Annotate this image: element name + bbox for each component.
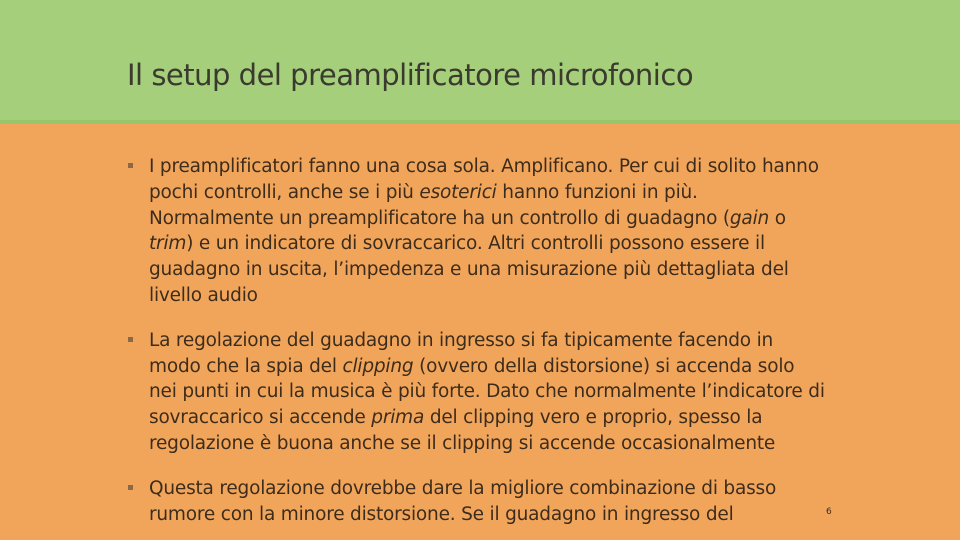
bullet-item <box>127 154 827 309</box>
page-number: 6 <box>826 507 832 517</box>
bullet-text-segment: ) e un indicatore di sovraccarico. Altri controlli possono essere il guadagno in uscita, l’impedenza e una misurazione più dettagliata del livello audio <box>149 233 789 306</box>
bullet-text-segment: del clipping vero e proprio, spesso la regolazione è buona anche se il clipping si accende occasionalmente <box>149 407 776 454</box>
bullet-text <box>149 330 825 454</box>
bullet-item <box>127 476 827 528</box>
bullet-list <box>127 154 827 546</box>
bullet-text-segment: o <box>769 207 786 229</box>
bullet-text <box>149 478 776 525</box>
bullet-text-segment: (ovvero della distorsione) si accenda solo nei punti in cui la musica è più forte. Dato che normalmente l’indicatore di sovraccarico si accende <box>149 355 825 429</box>
bullet-text-italic-segment: esoterici <box>419 181 497 203</box>
bullet-text-segment: hanno funzioni in più. Normalmente un preamplificatore ha un controllo di guadagno ( <box>149 181 730 229</box>
bullet-marker-icon <box>128 337 133 342</box>
bullet-marker-icon <box>128 485 133 490</box>
bullet-text-segment: Questa regolazione dovrebbe dare la migliore combinazione di basso rumore con la minore distorsione. Se il guadagno in ingresso del <box>149 477 777 525</box>
bullet-text-italic-segment: prima <box>371 407 425 429</box>
bullet-text-segment: La regolazione del guadagno in ingresso si fa tipicamente facendo in modo che la spia del <box>149 329 774 377</box>
bullet-text-segment: I preamplificatori fanno una cosa sola. Amplificano. Per cui di solito hanno pochi controlli, anche se i più <box>149 156 819 203</box>
bullet-text-italic-segment: gain <box>729 207 770 229</box>
bullet-marker-icon <box>128 163 133 168</box>
slide-title: Il setup del preamplificatore microfonico <box>127 58 694 92</box>
bullet-text-italic-segment: trim <box>149 233 187 255</box>
bullet-item <box>127 328 827 457</box>
bullet-text-italic-segment: clipping <box>342 355 414 377</box>
bullet-text <box>149 156 819 306</box>
